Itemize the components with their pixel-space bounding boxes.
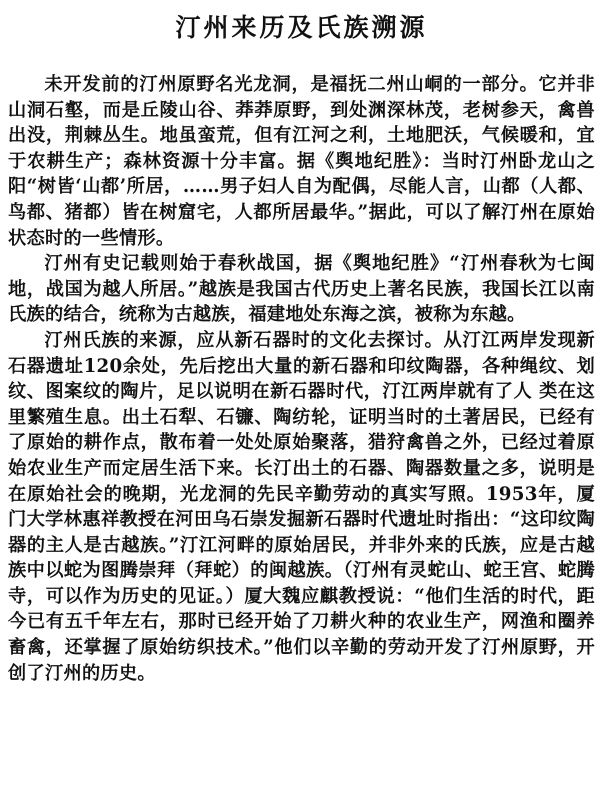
paragraph-history: 汀州有史记载则始于春秋战国，据《舆地纪胜》“汀州春秋为七闽地，战国为越人所居。”越族是我国古代历史上著名民族，我国长江以南氏族的结合，统称为古越族，福建地处东海之滨，被称为东越。 — [8, 253, 595, 326]
page-title: 汀州来历及氏族溯源 — [175, 13, 428, 42]
paragraph-origin: 未开发前的汀州原野名光龙洞，是福抚二州山峒的一部分。它并非山洞石壑，而是丘陵山谷、莽莽原野，到处渊深林茂，老树参天，禽兽出没，荆棘丛生。地虽蛮荒，但有江河之利，土地肥沃，气候暖和，宜于农耕生产；森林资源十分丰富。据《舆地纪胜》：当时汀州卧龙山之阳“树皆‘山都’所居，……男子妇人自为配偶，尽能人言，山都（人都、鸟都、猪都）皆在树窟宅，人都所居最华。”据此，可以了解汀州在原始状态时的一些情形。 — [8, 74, 595, 249]
article-body — [8, 72, 595, 686]
paragraph-clan-origin: 汀州氏族的来源，应从新石器时的文化去探讨。从汀江两岸发现新石器遗址120余处，先后挖出大量的新石器和印纹陶器，各种绳纹、划纹、图案纹的陶片，足以说明在新石器时代，汀江两岸就有了人 类在这里繁殖生息。出土石犁、石镰、陶纺轮，证明当时的土著居民，已经有了原始的耕作点，散布着一处处原始聚落，猎狩禽兽之外，已经过着原始农业生产而定居生活下来。长汀出土的石器、陶器数量之多，说明是在原始社会的晚期，光龙洞的先民辛勤劳动的真实写照。1953年，厦门大学林惠祥教授在河田乌石崇发掘新石器时代遗址时指出：“这印纹陶器的主人是古越族。”汀江河畔的原始居民，并非外来的氏族，应是古越族中以蛇为图腾崇拜（拜蛇）的闽越族。（汀州有灵蛇山、蛇王宫、蛇腾寺，可以作为历史的见证。）厦大魏应麒教授说：“他们生活的时代，距今已有五千年左右，那时已经开始了刀耕火种的农业生产，网渔和圈养畜禽，还掌握了原始纺织技术。”他们以辛勤的劳动开发了汀州原野，开创了汀州的历史。 — [8, 329, 595, 684]
